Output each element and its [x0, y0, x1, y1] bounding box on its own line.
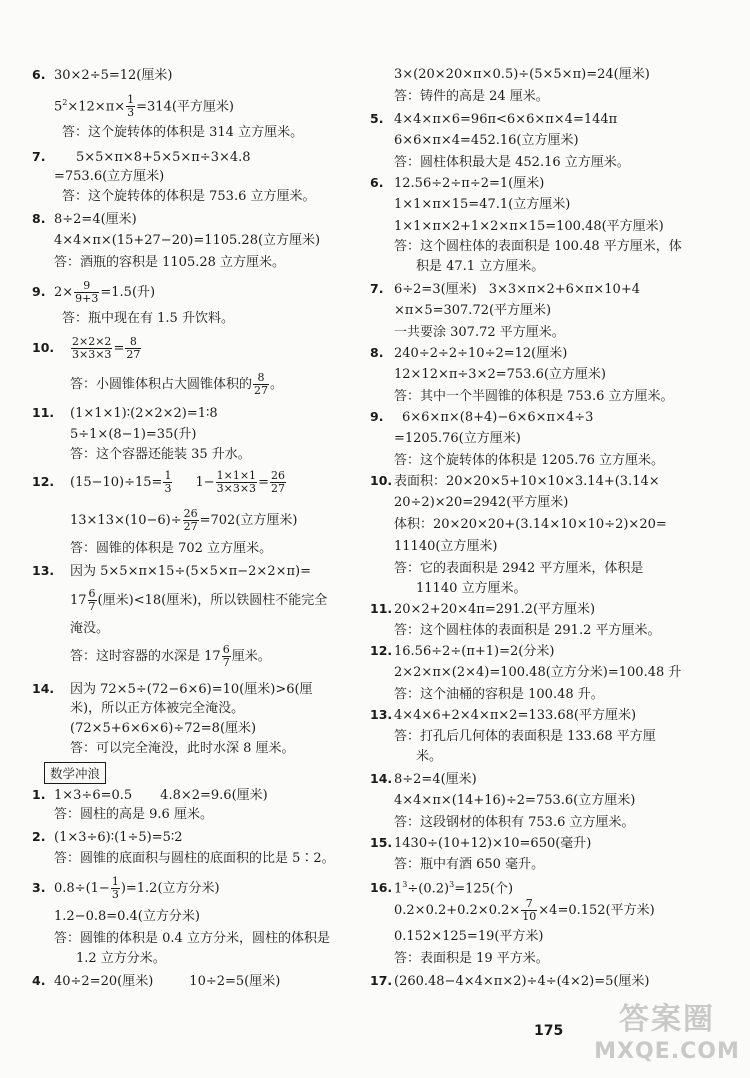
- surf-1-line-1: 1. 1×3÷6=0.5 4.8×2=9.6(厘米): [32, 787, 268, 803]
- fraction: $\frac{1}{3}$: [111, 875, 119, 901]
- problem-6-line-1: 6. 30×2÷5=12(厘米): [32, 67, 173, 83]
- problem-7-answer: 一共要涂 307.72 平方厘米。: [394, 325, 565, 340]
- problem-6-line-1: 6. 12.56÷2÷π÷2=1(厘米): [370, 175, 545, 191]
- problem-16-line-3: 0.152×125=19(平方米): [394, 929, 544, 944]
- problem-11-line-1: 11. (1×1×1)∶(2×2×2)=1∶8: [32, 405, 218, 421]
- problem-13-answer: 答：打孔后几何体的表面积是 133.68 平方厘: [394, 729, 656, 744]
- problem-11-line-2: 5÷1×(8−1)=35(升): [70, 427, 197, 442]
- fraction: $\frac{26}{27}$: [270, 469, 285, 495]
- problem-11-line-1: 11. 20×2+20×4π=291.2(平方厘米): [370, 601, 596, 617]
- page-number: 175: [534, 1023, 564, 1039]
- problem-9-answer: 答：这个旋转体的体积是 1205.76 立方厘米。: [394, 453, 665, 468]
- problem-9-line-2: =1205.76(立方厘米): [394, 431, 521, 446]
- surf-4-line-1: 4. 40÷2=20(厘米) 10÷2=5(厘米): [32, 973, 281, 989]
- problem-5-line-2: 6×6×π×4=452.16(立方厘米): [394, 133, 579, 148]
- fraction: $\frac{9}{9+3}$: [75, 279, 99, 305]
- watermark-text: 答案圈: [619, 1002, 715, 1037]
- problem-14-line-2: 米)，所以正方体被完全淹没。: [70, 701, 245, 716]
- problem-12-line-2: 2×2×π×(2×4)=100.48(立方分米)=100.48 升: [394, 665, 682, 680]
- surf-3-line-1: 3. 0.8÷(1− $\frac{1}{3}$ )=1.2(立方分米): [32, 875, 220, 901]
- problem-13-line-3: 淹没。: [70, 621, 110, 636]
- problem-7-answer: 答：这个旋转体的体积是 753.6 立方厘米。: [62, 189, 316, 204]
- problem-11-answer: 答：这个容器还能装 35 升水。: [70, 447, 251, 462]
- problem-10-answer-cont: 11140 立方厘米。: [416, 581, 527, 596]
- problem-8-line-2: 4×4×π×(15+27−20)=1105.28(立方厘米): [54, 233, 321, 248]
- problem-14-line-3: (72×5+6×6×6)÷72=8(厘米): [70, 721, 257, 736]
- problem-13-answer-cont: 米。: [416, 749, 443, 764]
- problem-17-line-1: 17. (260.48−4×4×π×2)÷4÷(4×2)=5(厘米): [370, 973, 650, 989]
- fraction: $\frac{6}{7}$: [222, 643, 230, 669]
- fraction: $\frac{26}{27}$: [183, 507, 198, 533]
- problem-12-line-1: 12. (15−10)÷15= $\frac{1}{3}$ 1− $\frac{1\times 1\times 1}{3\times 3\times 3}$ = $\frac{26}{27}$: [32, 469, 285, 495]
- problem-7-line-1: 7. 6÷2=3(厘米) 3×3×π×2+6×π×10+4: [370, 281, 640, 297]
- problem-14-line-1: 14. 8÷2=4(厘米): [370, 771, 477, 787]
- problem-7-line-2: ×π×5=307.72(平方厘米): [394, 303, 552, 318]
- problem-13-answer: 答：这时容器的水深是 17 $\frac{6}{7}$ 厘米。: [70, 643, 271, 669]
- fraction: $\frac{1}{3}$: [127, 93, 135, 120]
- surf-2-answer: 答：圆锥的底面积与圆柱的底面积的比是 5∶2。: [54, 851, 335, 866]
- fraction: $\frac{8}{27}$: [254, 371, 269, 397]
- watermark-url: MXQE.COM: [594, 1039, 740, 1064]
- problem-9-answer: 答：瓶中现在有 1.5 升饮料。: [62, 311, 234, 326]
- problem-8-answer: 答：酒瓶的容积是 1105.28 立方厘米。: [54, 255, 286, 270]
- problem-10-line-1: 10. 表面积：20×20×5+10×10×3.14+(3.14×: [370, 473, 660, 489]
- problem-13-line-1: 13. 因为 5×5×π×15÷(5×5×π−2×2×π)=: [32, 563, 312, 579]
- surf-2-line-1: 2. (1×3÷6)∶(1÷5)=5∶2: [32, 829, 183, 845]
- problem-16-answer: 答：表面积是 19 平方米。: [394, 951, 549, 966]
- problem-13-line-2: 17 $\frac{6}{7}$ (厘米)<18(厘米)，所以铁圆柱不能完全: [70, 587, 328, 613]
- fraction: $\frac{1}{3}$: [164, 469, 172, 495]
- fraction: $\frac{1\times 1\times 1}{3\times 3\times 3}$: [216, 469, 257, 495]
- problem-8-line-2: 12×12×π÷3×2=753.6(立方厘米): [394, 367, 606, 382]
- problem-6-line-2: 1×1×π×15=47.1(立方厘米): [394, 197, 571, 212]
- problem-14-answer: 答：这段钢材的体积有 753.6 立方厘米。: [394, 815, 635, 830]
- problem-10-answer: 答：它的表面积是 2942 平方厘米，体积是: [394, 561, 644, 576]
- problem-8-line-1: 8. 8÷2=4(厘米): [32, 211, 137, 227]
- section-heading-math-surf: 数学冲浪: [44, 762, 106, 784]
- problem-6-line-2: $5^2\times 12\times\pi\times$ $\frac{1}{3}$ =314(平方厘米): [54, 93, 234, 120]
- surf-3-answer-cont: 1.2 立方分米。: [76, 951, 166, 966]
- fraction: $\frac{2\times 2\times 2}{3\times 3\times 3}$: [72, 335, 112, 361]
- problem-9-line-1: 9. 6×6×π×(8+4)−6×6×π×4÷3: [370, 409, 594, 425]
- fraction: $\frac{7}{10}$: [522, 897, 537, 923]
- fraction: $\frac{8}{27}$: [126, 335, 141, 361]
- continuation-answer: 答：铸件的高是 24 厘米。: [394, 89, 549, 104]
- surf-3-line-2: 1.2−0.8=0.4(立方分米): [54, 909, 200, 924]
- problem-16-line-2: 0.2×0.2+0.2×0.2× $\frac{7}{10}$ ×4=0.152(平方米): [394, 897, 655, 923]
- problem-10-line-4: 11140(立方厘米): [394, 539, 498, 554]
- problem-9-line-1: 9. 2× $\frac{9}{9+3}$ =1.5(升): [32, 279, 156, 305]
- problem-14-answer: 答：可以完全淹没，此时水深 8 厘米。: [70, 741, 295, 756]
- problem-10-line-1: 10. $\frac{2\times 2\times 2}{3\times 3\times 3}$ = $\frac{8}{27}$: [32, 335, 141, 361]
- problem-16-line-1: 16. $1^3\div(0.2)^3=125$(个): [370, 880, 514, 897]
- problem-15-answer: 答：瓶中有酒 650 毫升。: [394, 857, 545, 872]
- problem-14-line-1: 14. 因为 72×5÷(72−6×6)=10(厘米)>6(厘: [32, 681, 313, 697]
- problem-14-line-2: 4×4×π×(14+16)÷2=753.6(立方厘米): [394, 793, 636, 808]
- problem-5-answer: 答：圆柱体积最大是 452.16 立方厘米。: [394, 155, 630, 170]
- surf-1-answer: 答：圆柱的高是 9.6 厘米。: [54, 807, 213, 822]
- problem-10-line-3: 体积：20×20×20+(3.14×10×10÷2)×20=: [394, 517, 667, 532]
- problem-7-line-1: 7. 5×5×π×8+5×5×π÷3×4.8: [32, 149, 251, 165]
- fraction: $\frac{6}{7}$: [88, 587, 96, 613]
- problem-12-line-2: 13×13×(10−6)÷ $\frac{26}{27}$ =702(立方厘米): [70, 507, 298, 533]
- surf-3-answer: 答：圆锥的体积是 0.4 立方分米，圆柱的体积是: [54, 931, 330, 946]
- problem-5-line-1: 5. 4×4×π×6=96π<6×6×π×4=144π: [370, 111, 618, 127]
- problem-6-answer: 答：这个圆柱体的表面积是 100.48 平方厘米，体: [394, 239, 682, 254]
- problem-6-answer-cont: 积是 47.1 立方厘米。: [416, 259, 545, 274]
- problem-12-answer: 答：圆锥的体积是 702 立方厘米。: [70, 541, 273, 556]
- problem-13-line-1: 13. 4×4×6+2×4×π×2=133.68(平方厘米): [370, 707, 637, 723]
- problem-10-answer: 答：小圆锥体积占大圆锥体积的 $\frac{8}{27}$ 。: [70, 371, 284, 397]
- problem-8-line-1: 8. 240÷2÷2÷10÷2=12(厘米): [370, 345, 568, 361]
- problem-number: 6.: [32, 67, 46, 82]
- problem-11-answer: 答：这个圆柱体的表面积是 291.2 平方厘米。: [394, 623, 661, 638]
- watermark-logo: [592, 1002, 742, 1074]
- problem-7-line-2: =753.6(立方厘米): [54, 169, 165, 184]
- problem-12-answer: 答：这个油桶的容积是 100.48 升。: [394, 687, 604, 702]
- problem-10-line-2: 20÷2)×20=2942(平方厘米): [394, 495, 569, 510]
- problem-6-line-3: 1×1×π×2+1×2×π×15=100.48(平方厘米): [394, 219, 664, 234]
- problem-15-line-1: 15. 1430÷(10+12)×10=650(毫升): [370, 835, 592, 851]
- problem-6-answer: 答：这个旋转体的体积是 314 立方厘米。: [62, 125, 304, 140]
- continuation-line-1: 3×(20×20×π×0.5)÷(5×5×π)=24(厘米): [394, 67, 650, 82]
- problem-12-line-1: 12. 16.56÷2÷(π+1)=2(分米): [370, 643, 555, 659]
- problem-8-answer: 答：其中一个半圆锥的体积是 753.6 立方厘米。: [394, 389, 674, 404]
